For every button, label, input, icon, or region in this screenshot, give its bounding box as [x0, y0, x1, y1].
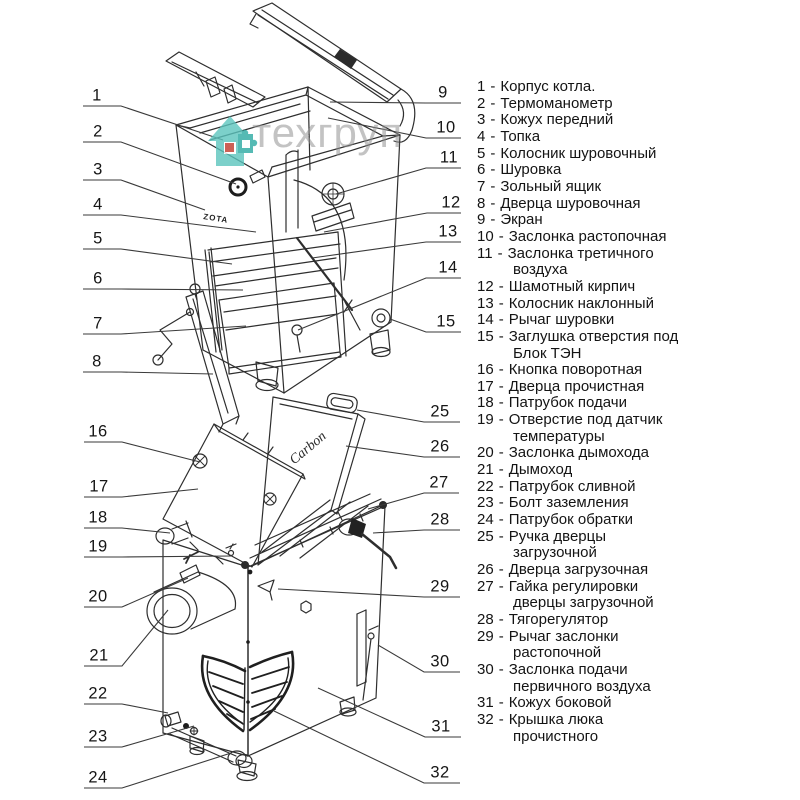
legend-item-name-cont: растопочной — [513, 644, 602, 662]
firebox-interior — [202, 150, 360, 374]
legend-item — [477, 695, 793, 712]
legend-item-number: 10 — [477, 227, 494, 245]
legend-item-number: 23 — [477, 494, 494, 512]
callout-number: 26 — [430, 437, 450, 456]
legend-item-name: Кожух боковой — [508, 694, 612, 712]
legend-item-name: Зольный ящик — [500, 177, 602, 195]
legend-item-number: 9 — [477, 211, 486, 229]
legend-item-name: Заслонка третичного — [507, 244, 654, 262]
legend-item-name: Крышка люка — [508, 710, 604, 728]
legend-item-number: 13 — [477, 294, 494, 312]
drain-fitting — [161, 712, 189, 729]
primary-air-damper — [357, 610, 378, 700]
legend-item — [477, 495, 793, 512]
callout-number: 19 — [88, 537, 108, 556]
legend-item-separator: - — [498, 577, 504, 595]
callout-number: 18 — [88, 508, 108, 527]
legend-item-number: 20 — [477, 444, 494, 462]
legend-item-separator: - — [498, 494, 504, 512]
legend-item-name: Тягорегулятор — [508, 611, 609, 628]
script-logo-text: Carbon — [287, 428, 330, 468]
legend-item — [477, 395, 793, 412]
boiler-body — [176, 87, 400, 393]
legend-item — [477, 529, 793, 562]
legend-item — [477, 162, 793, 179]
legend-item-number: 30 — [477, 660, 494, 678]
callout-number: 7 — [93, 314, 103, 333]
legend-item-number: 27 — [477, 577, 494, 595]
return-pipe — [170, 728, 252, 768]
legend-item — [477, 445, 793, 462]
callout-number: 9 — [438, 83, 448, 102]
callout-number: 2 — [93, 122, 103, 141]
legend-item-separator: - — [490, 127, 496, 145]
legend-item — [477, 129, 793, 146]
legend-item-number: 29 — [477, 627, 494, 645]
callout-number: 12 — [441, 193, 461, 212]
legend-item — [477, 79, 793, 96]
legend-item-name-cont: прочистного — [513, 727, 599, 745]
legend-item — [477, 562, 793, 579]
legend-item — [477, 512, 793, 529]
legend-item — [477, 229, 793, 246]
callout-number: 27 — [429, 473, 449, 492]
legend-item-number: 11 — [477, 244, 493, 262]
legend-item-separator: - — [498, 527, 504, 545]
legend-item-number: 12 — [477, 277, 494, 295]
legend-item-number: 24 — [477, 511, 494, 529]
legend-item-name-cont: воздуха — [513, 261, 568, 279]
legend-item-name: Патрубок обратки — [508, 511, 633, 529]
legend-item-number: 18 — [477, 394, 494, 412]
legend-item-name: Дверца прочистная — [508, 377, 645, 395]
legend-item-name-cont: первичного воздуха — [513, 677, 651, 695]
legend-item — [477, 296, 793, 313]
legend-item — [477, 112, 793, 129]
legend-item-name-cont: загрузочной — [513, 544, 597, 562]
legend-item-number: 17 — [477, 377, 494, 395]
legend-item-name: Дверца загрузочная — [508, 561, 649, 579]
parts-legend — [477, 79, 793, 745]
legend-item-number: 19 — [477, 411, 494, 429]
kindling-damper-lever — [258, 580, 274, 600]
front-cover-bar — [166, 52, 265, 107]
legend-item-number: 32 — [477, 710, 494, 728]
legend-item-name: Дымоход — [508, 461, 573, 479]
legend-item-separator: - — [498, 627, 504, 645]
legend-item-separator: - — [498, 694, 504, 712]
legend-item-number: 22 — [477, 477, 494, 495]
legend-item-number: 1 — [477, 78, 486, 95]
legend-item-name: Патрубок подачи — [508, 394, 627, 412]
legend-item-name: Заслонка дымохода — [508, 444, 649, 462]
legend-item — [477, 312, 793, 329]
legend-item-separator: - — [498, 311, 504, 329]
callout-number: 8 — [92, 352, 102, 371]
legend-item-name: Рычаг шуровки — [508, 311, 615, 329]
callout-number: 20 — [88, 587, 108, 606]
callout-number: 23 — [88, 727, 108, 746]
callout-number: 28 — [430, 510, 450, 529]
legend-item-separator: - — [498, 511, 504, 529]
hex-bolt — [301, 601, 311, 613]
legend-item-name: Патрубок сливной — [508, 477, 636, 495]
legend-item-name-cont: дверцы загрузочной — [513, 594, 654, 612]
legend-item-separator: - — [490, 161, 496, 179]
legend-item-number: 2 — [477, 94, 486, 112]
callout-number: 1 — [92, 86, 102, 105]
callout-number: 21 — [89, 646, 109, 665]
callout-number: 5 — [93, 229, 103, 248]
legend-item-separator: - — [498, 461, 504, 479]
legend-item-separator: - — [498, 394, 504, 412]
legend-item-name: Заслонка растопочная — [508, 227, 667, 245]
callout-number: 13 — [438, 222, 458, 241]
legend-item-separator: - — [498, 361, 504, 379]
legend-item-separator: - — [490, 211, 496, 229]
callout-leader-lines — [83, 102, 461, 788]
heater-plug — [372, 309, 390, 327]
legend-item — [477, 196, 793, 213]
legend-item-number: 6 — [477, 161, 486, 179]
callout-number: 25 — [430, 402, 450, 421]
legend-item — [477, 379, 793, 396]
legend-item-name: Корпус котла. — [500, 78, 596, 95]
legend-item-separator: - — [498, 444, 504, 462]
legend-item-separator: - — [498, 227, 504, 245]
legend-item-name: Заглушка отверстия под — [508, 327, 679, 345]
callout-number: 16 — [88, 422, 108, 441]
legend-item — [477, 146, 793, 163]
chimney — [147, 552, 236, 634]
legend-item-name: Топка — [500, 127, 541, 145]
legend-item-separator: - — [490, 144, 496, 162]
callout-number: 4 — [93, 195, 103, 214]
watermark-text: техгруп — [252, 109, 404, 156]
legend-item-name: Шамотный кирпич — [508, 277, 636, 295]
callout-number: 17 — [89, 477, 109, 496]
legend-item-name: Колосник шуровочный — [500, 144, 657, 162]
legend-item — [477, 662, 793, 695]
legend-item-number: 31 — [477, 694, 494, 712]
legend-item-name: Ручка дверцы — [508, 527, 607, 545]
callout-number: 14 — [438, 258, 458, 277]
legend-item — [477, 579, 793, 612]
legend-item-number: 14 — [477, 311, 494, 329]
legend-item-number: 28 — [477, 611, 494, 628]
legend-item — [477, 629, 793, 662]
draft-regulator — [338, 512, 396, 568]
legend-item-number: 16 — [477, 361, 494, 379]
legend-item — [477, 96, 793, 113]
legend-item — [477, 612, 793, 629]
legend-item — [477, 279, 793, 296]
callout-number: 31 — [431, 717, 451, 736]
legend-item-name: Шуровка — [500, 161, 562, 179]
callout-number: 30 — [430, 652, 450, 671]
stoking-door-open — [186, 284, 239, 432]
legend-item-number: 8 — [477, 194, 486, 212]
brand-logo-text: ZOTA — [202, 212, 229, 225]
legend-item-name: Термоманометр — [500, 94, 613, 112]
legend-item-separator: - — [490, 194, 496, 212]
red-accent-square — [225, 143, 234, 152]
legend-item — [477, 212, 793, 229]
legend-item-separator: - — [498, 294, 504, 312]
legend-item-name-cont: температуры — [513, 427, 605, 445]
callout-number: 10 — [436, 118, 456, 137]
legend-item-separator: - — [490, 177, 496, 195]
shaker-lever — [153, 309, 194, 366]
legend-item-number: 25 — [477, 527, 494, 545]
grounding-bolt — [190, 727, 198, 735]
bottom-diagram — [147, 393, 396, 781]
legend-item — [477, 479, 793, 496]
legend-item-number: 7 — [477, 177, 486, 195]
legend-item-name: Кнопка поворотная — [508, 361, 643, 379]
legend-item-separator: - — [498, 377, 504, 395]
callout-number: 22 — [88, 684, 108, 703]
legend-item-name: Отверстие под датчик — [508, 411, 663, 429]
legend-item — [477, 329, 793, 362]
callout-number: 24 — [88, 768, 108, 787]
legend-item-name: Экран — [500, 211, 543, 229]
legend-item — [477, 179, 793, 196]
watermark-house-icon — [208, 116, 257, 166]
legend-item — [477, 712, 793, 745]
legend-item-separator: - — [498, 411, 504, 429]
legend-item-number: 15 — [477, 327, 494, 345]
legend-item-separator: - — [498, 327, 504, 345]
legend-item-name-cont: Блок ТЭН — [513, 344, 582, 362]
legend-item — [477, 246, 793, 279]
legend-item — [477, 362, 793, 379]
callout-number: 3 — [93, 160, 103, 179]
top-diagram — [153, 3, 415, 432]
legend-item-separator: - — [498, 561, 504, 579]
callout-number: 15 — [436, 312, 456, 331]
legend-item-separator: - — [490, 111, 496, 129]
legend-item-name: Дверца шуровочная — [500, 194, 641, 212]
legend-item-number: 26 — [477, 561, 494, 579]
legend-item-separator: - — [498, 277, 504, 295]
legend-item-separator: - — [498, 477, 504, 495]
legend-item — [477, 412, 793, 445]
legend-item — [477, 462, 793, 479]
callout-number: 29 — [430, 577, 450, 596]
legend-item-number: 4 — [477, 127, 486, 145]
legend-item-name: Рычаг заслонки — [508, 627, 619, 645]
legend-item-name: Болт заземления — [508, 494, 629, 512]
legend-item-number: 5 — [477, 144, 486, 162]
legend-item-name: Кожух передний — [500, 111, 614, 129]
legend-item-separator: - — [497, 244, 503, 262]
legend-item-separator: - — [498, 660, 504, 678]
legend-item-name: Колосник наклонный — [508, 294, 654, 312]
legend-item-number: 3 — [477, 111, 486, 129]
legend-item-name: Заслонка подачи — [508, 660, 628, 678]
legend-item-separator: - — [498, 611, 504, 628]
callout-number: 32 — [430, 763, 450, 782]
legend-item-number: 21 — [477, 461, 494, 479]
legend-item-separator: - — [490, 94, 496, 112]
legend-item-separator: - — [490, 78, 496, 95]
thermomanometer-gauge — [230, 179, 246, 195]
callout-number: 6 — [93, 269, 103, 288]
legend-item-name: Гайка регулировки — [508, 577, 639, 595]
legend-item-separator: - — [498, 710, 504, 728]
callout-number: 11 — [439, 148, 459, 167]
